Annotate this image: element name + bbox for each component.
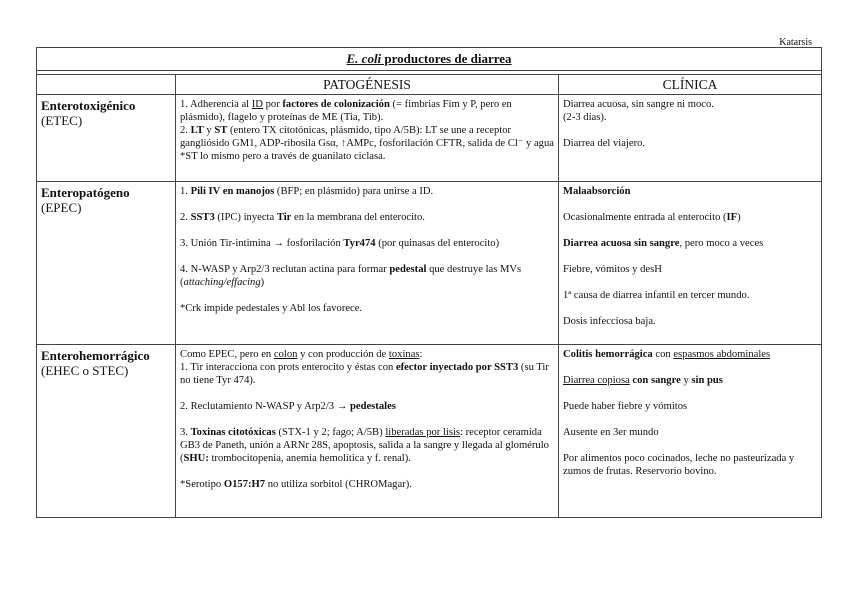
text-segment: Pili IV en manojos <box>190 186 275 197</box>
text-segment: , pero moco a veces <box>679 238 764 249</box>
row-name: Enteropatógeno <box>41 185 130 200</box>
header-clinica: CLÍNICA <box>559 75 822 95</box>
row-name-cell <box>37 345 176 518</box>
text-segment: Puede haber fiebre y vómitos <box>563 401 688 412</box>
text-line <box>180 150 554 163</box>
text-segment: efector inyectado por SST3 <box>395 362 519 373</box>
text-line <box>180 98 554 124</box>
text-segment: trombocitopenia, anemia hemolítica y f. renal). <box>208 453 411 464</box>
text-line <box>563 211 817 224</box>
text-segment: y <box>680 375 692 386</box>
text-line <box>180 124 554 150</box>
text-segment: factores de colonización <box>282 99 390 110</box>
diarrhea-ecoli-table <box>36 47 822 518</box>
text-segment: ST <box>214 125 228 136</box>
text-segment: Ausente en 3er mundo <box>563 427 659 438</box>
patogenesis-cell <box>176 95 559 182</box>
header-patogenesis: PATOGÉNESIS <box>176 75 559 95</box>
text-segment: Fiebre, vómitos y desH <box>563 264 662 275</box>
clinica-cell <box>559 182 822 345</box>
text-line <box>563 98 817 111</box>
text-line <box>180 211 554 224</box>
text-segment: Dosis infecciosa baja. <box>563 316 656 327</box>
text-segment: *Crk impide pedestales y Abl los favorece. <box>180 303 363 314</box>
text-segment: attaching/effacing <box>183 277 261 288</box>
text-segment: con sangre <box>632 375 681 386</box>
text-segment: 4. N-WASP y Arp2/3 reclutan actina para formar <box>180 264 390 275</box>
text-segment: liberadas por lisis <box>385 427 461 438</box>
row-abbr: (EHEC o STEC) <box>41 363 129 378</box>
text-segment: (2-3 días). <box>563 112 607 123</box>
text-segment: Tir <box>276 212 292 223</box>
text-segment: (= fimbrias Fim y P, pero en plásmido), flagelo y proteínas de ME (Tia, Tib). <box>180 99 512 123</box>
clinica-cell <box>559 345 822 518</box>
text-segment: *Serotipo <box>180 479 224 490</box>
text-segment: 2. Reclutamiento N-WASP y Arp2/3 → <box>180 401 350 412</box>
clinica-cell <box>559 95 822 182</box>
text-segment: Colitis hemorrágica <box>563 349 653 360</box>
text-segment: Diarrea copiosa <box>563 375 630 386</box>
patogenesis-cell <box>176 182 559 345</box>
text-segment: (STX-1 y 2; fago; A/5B) <box>275 427 386 438</box>
text-segment: pedestal <box>389 264 427 275</box>
text-line <box>563 400 817 413</box>
text-segment: O157:H7 <box>223 479 266 490</box>
text-segment: 2. <box>180 125 191 136</box>
text-segment: Diarrea acuosa, sin sangre ni moco. <box>563 99 714 110</box>
row-etec <box>37 95 822 182</box>
row-abbr: (ETEC) <box>41 113 83 128</box>
row-name: Enterohemorrágico <box>41 348 150 363</box>
text-line <box>180 237 554 250</box>
text-segment: pedestales <box>349 401 396 412</box>
text-segment: Por alimentos poco cocinados, leche no pasteurizada y zumos de frutas. Reservorio bovino. <box>563 453 795 477</box>
text-segment: y con producción de <box>297 349 389 360</box>
title-rest: productores de diarrea <box>381 51 512 66</box>
text-segment: y <box>203 125 215 136</box>
text-segment: LT <box>190 125 204 136</box>
text-segment: (entero TX citotónicas, plásmido, tipo A/5B): LT se une a receptor gangliósido GM1, ADP-ribosila Gsα, ↑AMPc, fosforilación CFTR, salida de Cl⁻ y agua <box>180 125 554 149</box>
text-segment: en la membrana del enterocito. <box>291 212 425 223</box>
text-line <box>180 348 554 361</box>
row-name: Enterotoxigénico <box>41 98 136 113</box>
text-line <box>180 185 554 198</box>
text-line <box>563 137 817 150</box>
text-segment: (IPC) inyecta <box>214 212 277 223</box>
text-line <box>563 452 817 478</box>
text-segment: SST3 <box>190 212 215 223</box>
text-segment: 1ª causa de diarrea infantil en tercer mundo. <box>563 290 750 301</box>
text-segment: SHU: <box>183 453 209 464</box>
text-segment: no utiliza sorbitol (CHROMagar). <box>265 479 412 490</box>
text-segment: Diarrea acuosa sin sangre <box>563 238 680 249</box>
text-line <box>563 185 817 198</box>
text-line <box>563 426 817 439</box>
text-segment: toxinas <box>388 349 420 360</box>
text-segment: Como EPEC, pero en <box>180 349 274 360</box>
text-segment: : <box>419 349 423 360</box>
header-empty <box>37 75 176 95</box>
text-segment: ) <box>737 212 741 223</box>
table-title <box>37 48 822 71</box>
text-line <box>563 237 817 250</box>
text-segment: por <box>262 99 283 110</box>
text-line <box>180 302 554 315</box>
text-segment: ) <box>260 277 265 288</box>
text-line <box>180 361 554 387</box>
text-line <box>563 289 817 302</box>
text-segment: colon <box>273 349 298 360</box>
row-abbr: (EPEC) <box>41 200 82 215</box>
text-line <box>180 426 554 465</box>
text-segment: con <box>652 349 674 360</box>
text-line <box>180 478 554 491</box>
row-ehec <box>37 345 822 518</box>
text-line <box>180 400 554 413</box>
brand-label: Katarsis <box>779 37 812 48</box>
patogenesis-cell <box>176 345 559 518</box>
text-segment: *ST lo mismo pero a través de guanilato ciclasa. <box>180 151 386 162</box>
text-segment: (por quinasas del enterocito) <box>375 238 500 249</box>
text-segment: sin pus <box>691 375 723 386</box>
row-epec <box>37 182 822 345</box>
title-organism: E. coli <box>346 51 382 66</box>
text-segment: 3. Unión Tir-intimina → fosforilación <box>180 238 344 249</box>
text-segment: : receptor ceramida GB3 de Paneth, unión a ARNr 28S, apoptosis, salida a la sangre y llegada al glomérulo ( <box>180 427 549 464</box>
text-segment: 1. <box>180 186 191 197</box>
text-segment: IF <box>726 212 738 223</box>
text-segment: Tyr474 <box>343 238 376 249</box>
text-segment: (BFP; en plásmido) para unirse a ID. <box>274 186 434 197</box>
text-segment: 1. Tir interacciona con prots enterocito y éstas con <box>180 362 396 373</box>
text-segment: Toxinas citotóxicas <box>190 427 276 438</box>
text-line <box>563 348 817 361</box>
text-segment: (su Tir no tiene Tyr 474). <box>180 362 549 386</box>
text-segment: 2. <box>180 212 191 223</box>
text-segment: Ocasionalmente entrada al enterocito ( <box>563 212 727 223</box>
text-line <box>563 315 817 328</box>
text-segment: espasmos abdominales <box>673 349 771 360</box>
text-segment: ID <box>251 99 263 110</box>
title-row <box>37 48 822 71</box>
text-line <box>180 263 554 289</box>
text-line <box>563 263 817 276</box>
row-name-cell <box>37 182 176 345</box>
text-segment: Malaabsorción <box>563 186 631 197</box>
text-segment: Diarrea del viajero. <box>563 138 646 149</box>
header-row <box>37 75 822 95</box>
text-line <box>563 111 817 124</box>
text-segment: 1. Adherencia al <box>180 99 252 110</box>
text-segment: 3. <box>180 427 191 438</box>
text-segment: que destruye las MVs ( <box>180 264 522 288</box>
text-line <box>563 374 817 387</box>
row-name-cell <box>37 95 176 182</box>
